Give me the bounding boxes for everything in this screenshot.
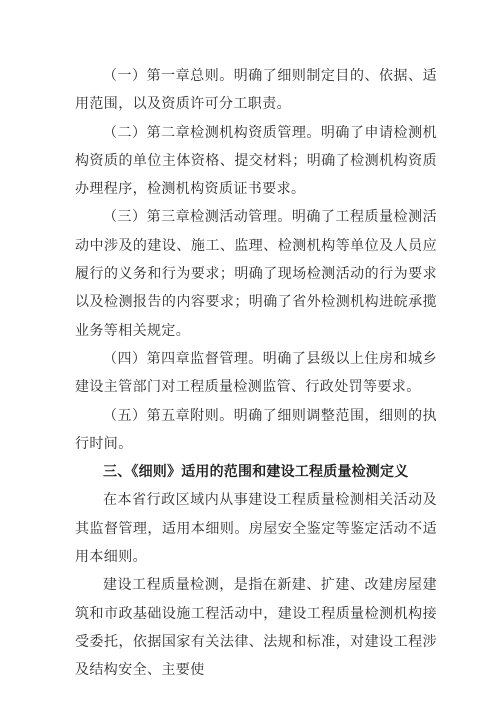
paragraph-chapter-5: （五）第五章附则。明确了细则调整范围，细则的执行时间。: [75, 407, 437, 452]
document-body: [75, 62, 437, 685]
paragraph-definition: 建设工程质量检测，是指在新建、扩建、改建房屋建筑和市政基础设施工程活动中，建设工程质量检测机构接受委托，依据国家有关法律、法规和标准，对建设工程涉及结构安全、主要使: [75, 577, 437, 679]
paragraph-chapter-3: （三）第三章检测活动管理。明确了工程质量检测活动中涉及的建设、施工、监理、检测机构等单位及人员应履行的义务和行为要求；明确了现场检测活动的行为要求以及检测报告的内容要求；明确了省外检测机构进皖承揽业务等相关规定。: [75, 209, 437, 339]
paragraph-chapter-1: （一）第一章总则。明确了细则制定目的、依据、适用范围，以及资质许可分工职责。: [75, 68, 437, 113]
paragraph-chapter-4: （四）第四章监督管理。明确了县级以上住房和城乡建设主管部门对工程质量检测监管、行政处罚等要求。: [75, 350, 437, 396]
paragraph-chapter-2: （二）第二章检测机构资质管理。明确了申请检测机构资质的单位主体资格、提交材料；明确了检测机构资质办理程序，检测机构资质证书要求。: [75, 124, 437, 198]
section-heading: 三、《细则》适用的范围和建设工程质量检测定义: [103, 464, 409, 481]
paragraph-scope: 在本省行政区域内从事建设工程质量检测相关活动及其监督管理，适用本细则。房屋安全鉴定等鉴定活动不适用本细则。: [75, 492, 437, 566]
